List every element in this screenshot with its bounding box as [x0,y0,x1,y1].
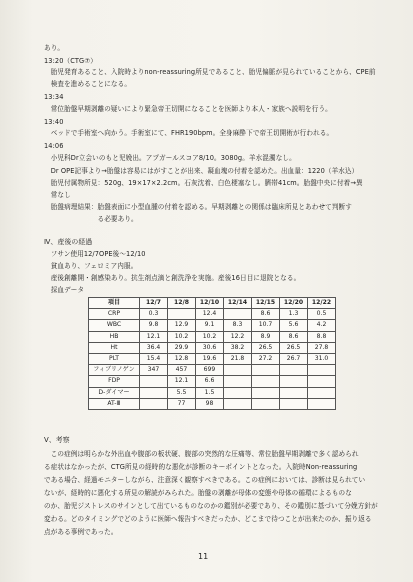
time-1320: 13:20（CTG⑦） [44,57,97,65]
table-header-cell: 12/7 [140,298,168,309]
table-cell: 26.7 [280,353,308,364]
table-cell [280,365,308,376]
table-cell: 1.3 [280,309,308,320]
table-cell: 12.4 [196,309,224,320]
table-cell [280,376,308,387]
table-cell: 6.6 [196,376,224,387]
text-line: ベッドで手術室へ向かう。手術室にて、FHR190bpm。全身麻酔下で帝王切開術が行われる。 [44,129,334,137]
table-cell [252,387,280,398]
table-row [89,365,336,376]
table-cell: 30.6 [196,342,224,353]
row-label: FDP [89,376,140,387]
text-line: 検査を進めることになる。 [44,80,132,88]
text-line: のか、胎児ジストレスのサインとして出ているものなのかの鑑別が必要であり、その鑑別に基づいて分娩方針が [44,502,378,510]
table-cell [308,365,336,376]
section-discussion-heading: Ⅴ、考察 [44,436,70,444]
text-line: あり。 [44,44,65,52]
table-cell [140,376,168,387]
table-cell [308,376,336,387]
table-header-cell: 12/20 [280,298,308,309]
table-row [89,331,336,342]
table-row [89,398,336,409]
table-header-cell: 12/15 [252,298,280,309]
table-cell: 8.8 [308,331,336,342]
table-cell [140,398,168,409]
table-cell: 26.5 [252,342,280,353]
table-cell [168,309,196,320]
table-cell: 27.8 [308,342,336,353]
text-line: 点がある事例であった。 [44,528,118,536]
time-1340: 13:40 [44,118,64,126]
table-row [89,376,336,387]
table-cell: 12.2 [224,331,252,342]
row-label: HB [89,331,140,342]
table-cell: 8.6 [280,331,308,342]
row-label: D-ダイマー [89,387,140,398]
row-label: PLT [89,353,140,364]
table-cell [224,309,252,320]
section-postpartum-heading: Ⅳ、産後の経過 [44,238,93,246]
table-cell: 8.9 [252,331,280,342]
table-cell: 1.5 [196,387,224,398]
table-header-cell: 12/22 [308,298,336,309]
table-cell: 12.9 [168,320,196,331]
table-cell: 15.4 [140,353,168,364]
table-cell: 10.7 [252,320,280,331]
table-cell: 5.6 [280,320,308,331]
table-cell [252,398,280,409]
table-cell: 457 [168,365,196,376]
table-cell [224,398,252,409]
table-cell [308,387,336,398]
table-cell [140,387,168,398]
row-label: フィブリノゲン [89,365,140,376]
table-row [89,309,336,320]
page-number: 11 [198,552,209,561]
table-cell: 9.1 [196,320,224,331]
text-line: 常なし [44,191,71,199]
table-cell [280,398,308,409]
table-cell: 12.1 [140,331,168,342]
time-1334: 13:34 [44,93,64,101]
table-cell: 347 [140,365,168,376]
blood-data-label: 採血データ [44,286,85,294]
table-cell: 12.1 [168,376,196,387]
table-cell: 5.5 [168,387,196,398]
text-line: 常位胎盤早期剥離の疑いにより緊急帝王切開になることを医師より本人・家族へ説明を行う。 [44,105,332,113]
text-line: 胎盤病理結果：胎盤表面に小型血腫の付着を認める。早期剥離との関係は臨床所見とあわせて判断す [44,203,352,211]
blood-data-table [88,297,336,410]
table-cell: 19.6 [196,353,224,364]
table-cell [224,387,252,398]
table-cell: 8.3 [224,320,252,331]
text-line: る症状はなかったが、CTG所見の経時的な悪化が診断のキーポイントとなった。入院時Non-reassuring [44,463,358,471]
table-header-row [89,298,336,309]
text-line: 小児科Dr立会いのもと児娩出。アプガールスコア8/10。3080g。羊水混濁なし。 [44,154,296,162]
table-row [89,320,336,331]
table-cell: 8.6 [252,309,280,320]
text-line: 変わる。どのタイミングでどのように医師へ報告すべきだったか、どこまで待つことが出来たのか、振り返る [44,515,372,523]
table-cell: 36.4 [140,342,168,353]
table-cell: 29.9 [168,342,196,353]
table-cell: 0.3 [140,309,168,320]
table-cell: 10.2 [168,331,196,342]
table-cell: 38.2 [224,342,252,353]
row-label: Ht [89,342,140,353]
row-label: WBC [89,320,140,331]
table-row [89,342,336,353]
table-row [89,353,336,364]
table-cell [252,365,280,376]
table-header-cell: 12/14 [224,298,252,309]
table-cell: 98 [196,398,224,409]
table-cell [308,398,336,409]
text-line: ないが、経時的に悪化する所見の解読がみられた。胎盤の剥離が母体の変態や母体の循環によるものな [44,489,352,497]
table-cell: 21.8 [224,353,252,364]
table-cell [280,387,308,398]
text-line: る必要あり。 [44,215,138,223]
table-cell [252,376,280,387]
text-line: 胎児付属物所見：520g、19×17×2.2cm。石灰沈着、白色梗塞なし。臍帯41cm。胎盤中央に付着→異 [44,179,363,187]
text-line: 胎児発育あること、入院時よりnon-reassuring所見であること、胎児偏脈が見られていることから、CPE前 [44,68,376,76]
table-cell [224,376,252,387]
table-row [89,387,336,398]
table-cell: 9.8 [140,320,168,331]
table-cell: 12.8 [168,353,196,364]
time-1406: 14:06 [44,142,64,150]
row-label: AT-Ⅲ [89,398,140,409]
text-line: 産後創離開・創感染あり。抗生剤点滴と創洗浄を実施。産後16日目に退院となる。 [44,274,301,282]
table-header-cell: 項目 [89,298,140,309]
table-cell: 10.2 [196,331,224,342]
text-line: Dr OPE記事より→胎盤は容易にはがすことが出来、凝血塊の付着を認めた。出血量：1220（羊水込） [44,167,359,175]
table-cell: 31.0 [308,353,336,364]
text-line: この症例は明らかな外出血や腹部の板状硬、腹部の突然的な圧痛等、常位胎盤早期剥離で多く認められ [44,450,359,458]
table-cell: 4.2 [308,320,336,331]
text-line: である場合、経過モニターしながら、注意深く観察すべきである。この症例においては、診断は見られてい [44,476,366,484]
table-cell: 27.2 [252,353,280,364]
table-header-cell: 12/8 [168,298,196,309]
text-line: 貧血あり、フェロミア内服。 [44,262,138,270]
text-line: フサン使用12/7OPE後～12/10 [44,250,146,258]
table-header-cell: 12/10 [196,298,224,309]
table-cell: 0.5 [308,309,336,320]
table-cell: 77 [168,398,196,409]
table-cell: 699 [196,365,224,376]
table-cell [224,365,252,376]
table-cell: 26.5 [280,342,308,353]
row-label: CRP [89,309,140,320]
